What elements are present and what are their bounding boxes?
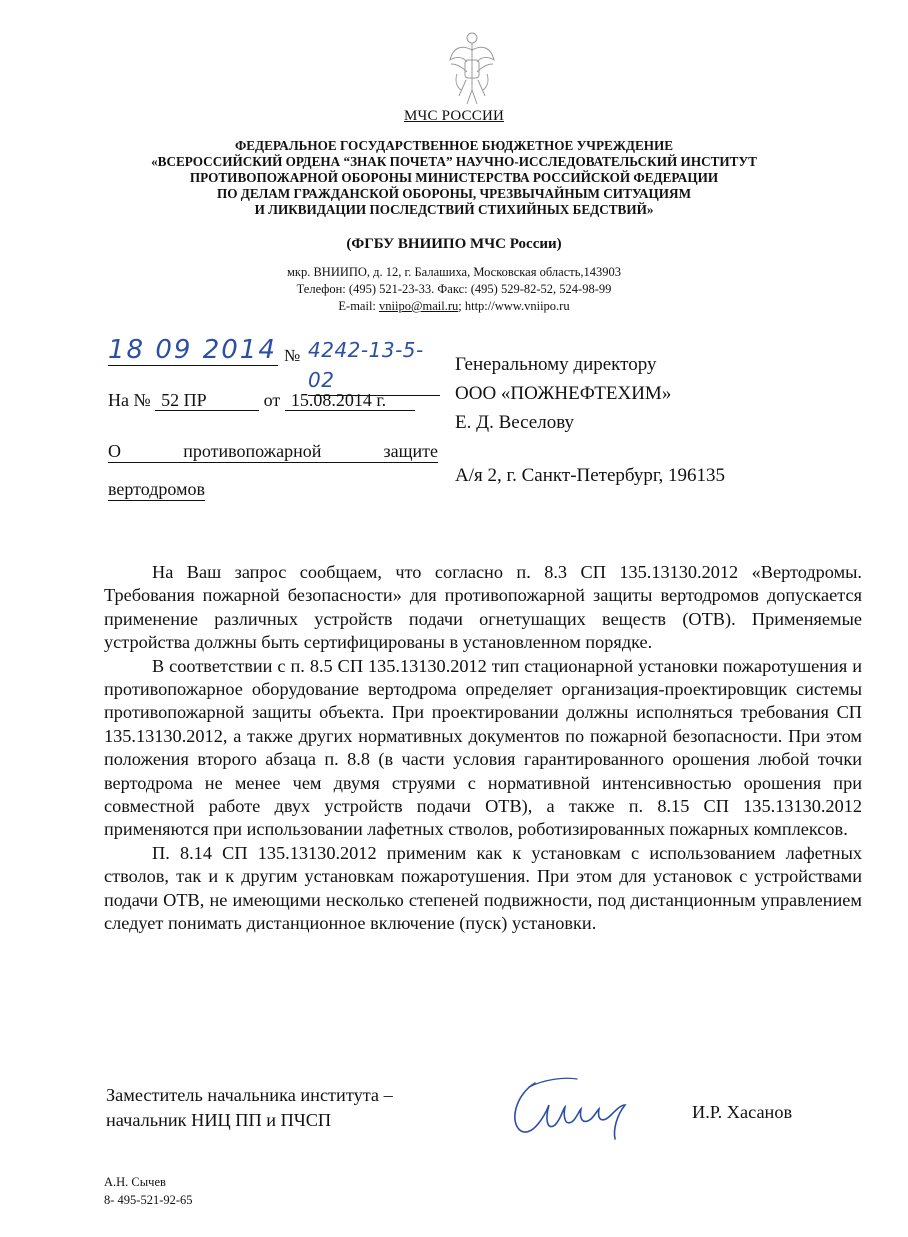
reference-from-label: от (263, 390, 281, 410)
organization-full-name (0, 138, 908, 218)
org-line: ПРОТИВОПОЖАРНОЙ ОБОРОНЫ МИНИСТЕРСТВА РОССИЙСКОЙ ФЕДЕРАЦИИ (189, 170, 719, 185)
reference-number-field (155, 390, 259, 411)
executor-name: А.Н. Сычев (104, 1175, 166, 1189)
org-line: ФЕДЕРАЛЬНОЕ ГОСУДАРСТВЕННОЕ БЮДЖЕТНОЕ УЧРЕЖДЕНИЕ (234, 138, 674, 153)
recipient-line: Е. Д. Веселову (455, 412, 575, 433)
executor-block (104, 1173, 193, 1209)
email-label: E-mail: (338, 299, 380, 313)
org-email-web (0, 298, 908, 315)
org-address: мкр. ВНИИПО, д. 12, г. Балашиха, Московская область,143903 (286, 265, 622, 279)
eagle-emblem-icon (447, 30, 497, 106)
registration-number: 4242-13-5-02 (308, 335, 440, 396)
body-paragraph: В соответствии с п. 8.5 СП 135.13130.2012 тип стационарной установки пожаротушения и противопожарное оборудование вертодрома определяет организация-проектировщик системы противопожарной защиты объекта. При проектировании должны исполняться требования СП 135.13130.2012, а также других нормативных документов по пожарной безопасности. При этом положения второго абзаца п. 8.8 (в части условия гарантированного орошения любой точки вертодрома не менее чем двумя струями с нормативной интенсивностью орошения при совместной работе двух устройств подачи ОТВ), а также п. 8.15 СП 135.13130.2012 применяются при использовании лафетных стволов, роботизированных пожарных комплексов. (104, 655, 862, 840)
registration-number-label: № (284, 346, 301, 365)
reference-date-field (285, 390, 415, 411)
recipient-block (455, 350, 671, 437)
signatory-title-line: Заместитель начальника института – (106, 1085, 393, 1105)
reference-label: На № (108, 390, 151, 410)
recipient-address: А/я 2, г. Санкт-Петербург, 196135 (455, 465, 726, 486)
reference-date: 15.08.2014 г. (290, 390, 387, 410)
org-line: «ВСЕРОССИЙСКИЙ ОРДЕНА “ЗНАК ПОЧЕТА” НАУЧНО-ИССЛЕДОВАТЕЛЬСКИЙ ИНСТИТУТ (151, 154, 757, 169)
registration-date: 18 09 2014 (108, 335, 277, 365)
signatory-title (106, 1083, 393, 1133)
contacts-block (0, 264, 908, 315)
website-text: ; http://www.vniipo.ru (458, 299, 570, 313)
reference-line (108, 390, 415, 411)
subject-word: защите (383, 441, 438, 461)
letter-body (104, 561, 862, 936)
org-line: И ЛИКВИДАЦИИ ПОСЛЕДСТВИЙ СТИХИЙНЫХ БЕДСТВИЙ» (254, 202, 654, 217)
recipient-line: ООО «ПОЖНЕФТЕХИМ» (455, 383, 672, 404)
signatory-name: И.Р. Хасанов (692, 1102, 793, 1122)
organization-short-name: (ФГБУ ВНИИПО МЧС России) (346, 236, 562, 252)
executor-phone: 8- 495-521-92-65 (104, 1193, 193, 1207)
body-paragraph: П. 8.14 СП 135.13130.2012 применим как к установкам с использованием лафетных стволов, так и к другим установкам пожаротушения. При этом для установок с устройствами подачи ОТВ, не имеющими несколько степеней подвижности, под дистанционным управлением следует понимать дистанционное включение (пуск) установки. (104, 842, 862, 934)
signatory-title-line: начальник НИЦ ПП и ПЧСП (106, 1110, 332, 1130)
handwritten-signature (505, 1075, 635, 1145)
subject-word: О (108, 441, 121, 461)
reference-number: 52 ПР (161, 390, 207, 410)
subject-line (108, 440, 438, 463)
body-paragraph: На Ваш запрос сообщаем, что согласно п. 8.3 СП 135.13130.2012 «Вертодромы. Требования пожарной безопасности» для противопожарной защиты вертодромов допускается применение различных устройств подачи огнетушащих веществ (ОТВ). Применяемые устройства должны быть сертифицированы в установленном порядке. (104, 562, 862, 653)
recipient-line: Генеральному директору (455, 354, 657, 375)
subject-word: противопожарной (183, 441, 322, 461)
org-phone-fax: Телефон: (495) 521-23-33. Факс: (495) 529-82-52, 524-98-99 (296, 282, 612, 296)
subject-line-2: вертодромов (108, 479, 205, 499)
email-link[interactable]: vniipo@mail.ru (379, 299, 459, 313)
ministry-name: МЧС РОССИИ (403, 108, 505, 124)
org-line: ПО ДЕЛАМ ГРАЖДАНСКОЙ ОБОРОНЫ, ЧРЕЗВЫЧАЙНЫМ СИТУАЦИЯМ (216, 186, 692, 201)
